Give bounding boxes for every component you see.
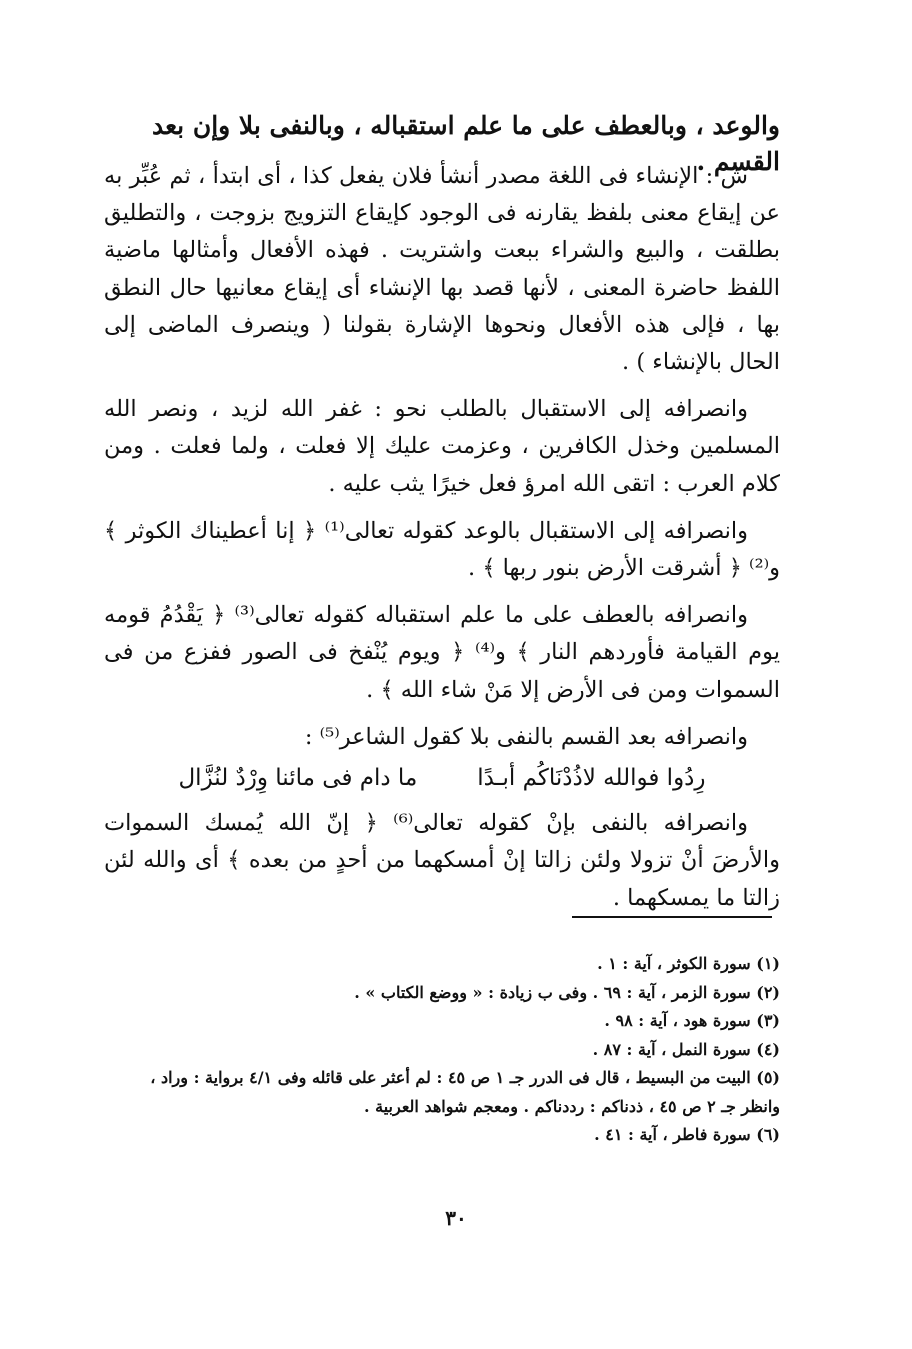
main-text [104, 158, 780, 927]
footnote-separator [572, 916, 772, 918]
closing-paragraph: وانصرافه بالنفى بإنْ كقوله تعالى⁽⁶⁾ ﴿ إنّ الله يُمسك السموات والأرضَ أنْ تزولا ولئن زالتا إنْ أمسكهما من أحدٍ من بعده ﴾ أى والله لئن زالتا ما يمسكهما . [104, 810, 780, 911]
footnote-3: (٣) سورة هود ، آية : ٩٨ . [604, 1011, 780, 1030]
continued-heading: والوعد ، وبالعطف على ما علم استقباله ، وبالنفى بلا وإن بعد القسم . [151, 111, 780, 176]
footnotes [108, 950, 780, 1150]
footnote-1: (١) سورة الكوثر ، آية : ١ . [597, 954, 780, 973]
paragraph-3: وانصرافه إلى الاستقبال بالوعد كقوله تعالى⁽¹⁾ ﴿ إنا أعطيناك الكوثر ﴾ و⁽²⁾ ﴿ أشرقت الأرض بنور ربها ﴾ . [104, 517, 780, 582]
paragraph-5: وانصرافه بعد القسم بالنفى بلا كقول الشاعر⁽⁵⁾ : [304, 723, 748, 750]
verse-second-hemistich: ما دام فى مائنا وِرْدٌ لنُزَّال [178, 765, 418, 792]
footnote-5: (٥) البيت من البسيط ، قال فى الدرر جـ ١ ص ٤٥ : لم أعثر على قائله وفى ٤/١ برواية : وراد ، وانظر جـ ٢ ص ٤٥ ، ذدناكم : رددناكم . ومعجم شواهد العربية . [150, 1068, 780, 1116]
verse-first-hemistich: رِدُوا فوالله لاذُدْنَاكُم أبـدًا [477, 765, 706, 792]
page-number: ٣٠ [445, 1206, 467, 1230]
footnote-4: (٤) سورة النمل ، آية : ٨٧ . [592, 1039, 780, 1059]
footnote-2: (٢) سورة الزمر ، آية : ٦٩ . وفى ب زيادة : « ووضع الكتاب » . [354, 982, 780, 1002]
paragraph-2: وانصرافه إلى الاستقبال بالطلب نحو : غفر الله لزيد ، ونصر الله المسلمين وخذل الكافرين ، وعزمت عليك إلا فعلت ، ولما فعلت . ومن كلام العرب : اتقى الله امرؤ فعل خيرًا يثب عليه . [104, 396, 780, 497]
footnote-6: (٦) سورة فاطر ، آية : ٤١ . [594, 1125, 780, 1144]
paragraph-1: ش : الإنشاء فى اللغة مصدر أنشأ فلان يفعل كذا ، أى ابتدأ ، ثم عُبِّر به عن إيقاع معنى بلفظ يقارنه فى الوجود كإيقاع التزويج بزوجت ، والتطليق بطلقت ، والبيع والشراء ببعت واشتريت . فهذه الأفعال وأمثالها ماضية اللفظ حاضرة المعنى ، لأنها قصد بها الإنشاء أى إيقاع معانيها حال النطق بها ، فإلى هذه الأفعال ونحوها الإشارة بقولنا ( وينصرف الماضى إلى الحال بالإنشاء ) . [104, 163, 780, 376]
poetry-verse [104, 760, 780, 797]
paragraph-4: وانصرافه بالعطف على ما علم استقباله كقوله تعالى⁽³⁾ ﴿ يَقْدُمُ قومه يوم القيامة فأوردهم النار ﴾ و⁽⁴⁾ ﴿ ويوم يُنْفخ فى الصور ففزع من فى السموات ومن فى الأرض إلا مَنْ شاء الله ﴾ . [104, 602, 780, 703]
